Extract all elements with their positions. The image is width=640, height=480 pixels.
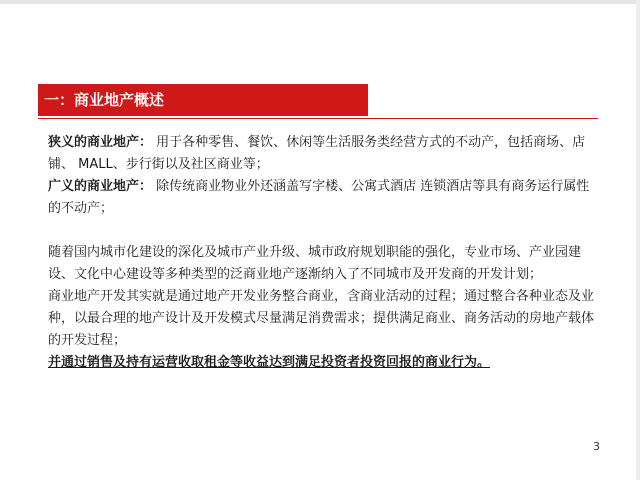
broad-definition-label: 广义的商业地产： (48, 179, 153, 194)
slide-title: 一：商业地产概述 (44, 91, 165, 109)
narrow-definition-label: 狭义的商业地产： (48, 135, 153, 150)
body-paragraph: 商业地产开发其实就是通过地产开发业务整合商业，含商业活动的过程；通过整合各种业态及业种，以最合理的地产设计及开发模式尽量满足消费需求；提供满足商业、商务活动的房地产载体的开发过程； (48, 289, 595, 348)
page-number: 3 (593, 440, 600, 453)
broad-definition (48, 176, 596, 220)
body-paragraph: 随着国内城市化建设的深化及城市产业升级、城市政府规划职能的强化，专业市场、产业园建设、文化中心建设等多种类型的泛商业地产逐渐纳入了不同城市及开发商的开发计划； (48, 245, 582, 282)
title-underline (38, 118, 598, 119)
paragraph-gap (48, 220, 596, 242)
narrow-definition (48, 132, 596, 176)
narrow-definition-text: 用于各种零售、餐饮、休闲等生活服务类经营方式的不动产，包括商场、店铺、 MALL、步行街以及社区商业等； (48, 135, 586, 172)
slide-side-band (636, 0, 640, 480)
conclusion-line: 并通过销售及持有运营收取租金等收益达到满足投资者投资回报的商业行为。 (48, 355, 491, 370)
slide-top-band (0, 0, 640, 4)
slide-body (48, 132, 596, 374)
broad-definition-text: 除传统商业物业外还涵盖写字楼、公寓式酒店 连锁酒店等具有商务运行属性的不动产； (48, 179, 590, 216)
